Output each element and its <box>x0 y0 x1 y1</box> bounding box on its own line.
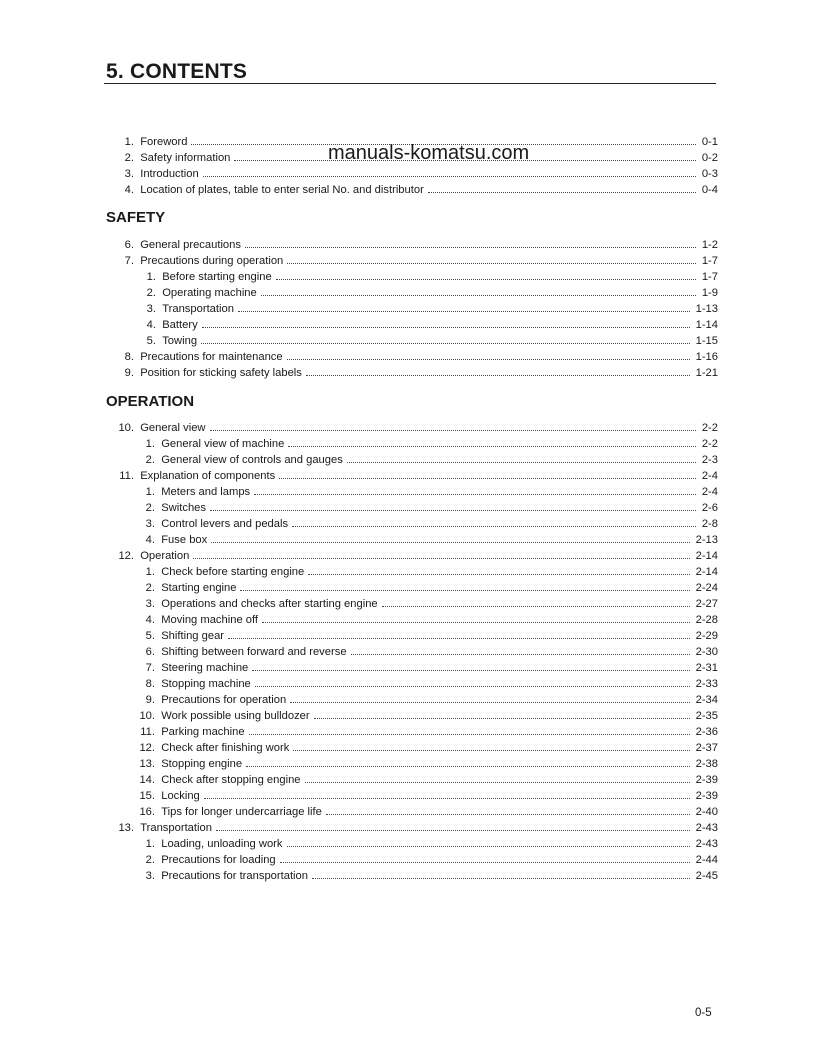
section-heading-operation: OPERATION <box>106 393 195 410</box>
toc-entry-number: 9. <box>145 694 155 706</box>
toc-entry <box>106 251 718 267</box>
toc-entry-number: 3. <box>146 303 156 315</box>
toc-entry-page: 1-14 <box>695 319 718 331</box>
toc-entry-page: 1-16 <box>695 351 718 363</box>
toc-entry-number: 6. <box>145 646 155 658</box>
toc-entry-number: 9. <box>124 367 134 379</box>
toc-entry <box>106 610 718 626</box>
toc-operation-list <box>106 418 718 882</box>
toc-entry-page: 2-34 <box>695 694 718 706</box>
section-heading-safety: SAFETY <box>106 209 166 226</box>
toc-entry-page: 1-21 <box>695 367 718 379</box>
toc-entry-page: 2-39 <box>695 790 718 802</box>
toc-entry <box>106 235 718 251</box>
toc-entry-title: Towing <box>156 335 198 347</box>
toc-entry-title: Operations and checks after starting engine <box>155 598 378 610</box>
toc-entry-number: 3. <box>145 598 155 610</box>
toc-entry-title: Location of plates, table to enter serial No. and distributor <box>134 184 424 196</box>
toc-entry-page: 2-2 <box>701 422 718 434</box>
toc-entry-page: 2-4 <box>701 486 718 498</box>
toc-entry <box>106 315 718 331</box>
toc-entry-title: General precautions <box>134 239 241 251</box>
toc-entry-page: 2-14 <box>695 566 718 578</box>
toc-entry-page: 0-3 <box>701 168 718 180</box>
toc-entry-page: 2-3 <box>701 454 718 466</box>
toc-dot-leader <box>252 658 689 671</box>
page-number: 0-5 <box>695 1007 712 1019</box>
toc-entry-title: Battery <box>156 319 198 331</box>
toc-entry-number: 4. <box>145 614 155 626</box>
toc-dot-leader <box>201 331 690 344</box>
toc-dot-leader <box>288 434 695 447</box>
toc-entry-page: 1-13 <box>695 303 718 315</box>
toc-entry-page: 2-43 <box>695 822 718 834</box>
toc-entry-title: Precautions for transportation <box>155 870 308 882</box>
toc-entry-number: 4. <box>124 184 134 196</box>
toc-dot-leader <box>245 235 696 248</box>
toc-dot-leader <box>351 642 690 655</box>
toc-entry <box>106 498 718 514</box>
toc-entry-number: 5. <box>146 335 156 347</box>
toc-dot-leader <box>254 482 696 495</box>
toc-entry-page: 1-7 <box>701 271 718 283</box>
toc-entry <box>106 834 718 850</box>
toc-entry-number: 2. <box>145 854 155 866</box>
toc-entry-number: 1. <box>124 136 134 148</box>
toc-entry <box>106 530 718 546</box>
toc-entry-number: 8. <box>145 678 155 690</box>
toc-entry-page: 2-31 <box>695 662 718 674</box>
toc-entry <box>106 299 718 315</box>
toc-entry-page: 1-15 <box>695 335 718 347</box>
toc-entry-title: General view <box>134 422 206 434</box>
toc-entry-number: 7. <box>145 662 155 674</box>
toc-entry-number: 3. <box>145 870 155 882</box>
toc-entry-title: Shifting gear <box>155 630 225 642</box>
toc-dot-leader <box>279 466 696 479</box>
toc-dot-leader <box>287 251 696 264</box>
toc-dot-leader <box>308 562 689 575</box>
toc-entry-page: 2-40 <box>695 806 718 818</box>
toc-entry-page: 2-37 <box>695 742 718 754</box>
toc-entry-page: 0-2 <box>701 152 718 164</box>
toc-entry-page: 2-36 <box>695 726 718 738</box>
toc-entry-number: 5. <box>145 630 155 642</box>
toc-entry-title: Before starting engine <box>156 271 272 283</box>
toc-dot-leader <box>238 299 690 312</box>
toc-dot-leader <box>255 674 690 687</box>
toc-entry-title: Precautions for maintenance <box>134 351 283 363</box>
toc-entry-title: Safety information <box>134 152 231 164</box>
toc-safety-list <box>106 235 718 379</box>
toc-entry <box>106 594 718 610</box>
toc-dot-leader <box>240 578 689 591</box>
toc-entry-title: Stopping machine <box>155 678 251 690</box>
toc-entry-number: 2. <box>145 582 155 594</box>
toc-entry <box>106 562 718 578</box>
toc-entry-title: Tips for longer undercarriage life <box>155 806 322 818</box>
toc-dot-leader <box>249 722 690 735</box>
toc-dot-leader <box>210 498 696 511</box>
toc-dot-leader <box>210 418 696 431</box>
toc-entry-number: 7. <box>124 255 134 267</box>
toc-entry-title: Introduction <box>134 168 199 180</box>
toc-dot-leader <box>287 834 690 847</box>
toc-dot-leader <box>305 770 690 783</box>
toc-entry-title: Transportation <box>156 303 234 315</box>
page-title: 5. CONTENTS <box>106 60 248 83</box>
toc-entry-page: 2-29 <box>695 630 718 642</box>
toc-entry-number: 16. <box>139 806 155 818</box>
toc-dot-leader <box>280 850 690 863</box>
toc-entry <box>106 674 718 690</box>
toc-dot-leader <box>211 530 689 543</box>
toc-entry-number: 12. <box>118 550 134 562</box>
toc-entry <box>106 802 718 818</box>
toc-entry-page: 1-9 <box>701 287 718 299</box>
toc-dot-leader <box>228 626 690 639</box>
toc-dot-leader <box>292 514 696 527</box>
toc-entry-page: 2-35 <box>695 710 718 722</box>
toc-entry-title: Steering machine <box>155 662 249 674</box>
toc-entry-page: 2-30 <box>695 646 718 658</box>
toc-entry-page: 2-14 <box>695 550 718 562</box>
toc-entry-number: 11. <box>119 470 134 482</box>
toc-dot-leader <box>276 267 696 280</box>
toc-entry-title: General view of machine <box>155 438 285 450</box>
toc-entry-title: Operation <box>134 550 190 562</box>
toc-entry-number: 13. <box>139 758 155 770</box>
toc-dot-leader <box>382 594 690 607</box>
toc-entry <box>106 482 718 498</box>
toc-dot-leader <box>347 450 696 463</box>
toc-entry-number: 1. <box>145 438 155 450</box>
toc-entry <box>106 706 718 722</box>
toc-entry-page: 2-24 <box>695 582 718 594</box>
toc-dot-leader <box>293 738 689 751</box>
toc-entry-number: 1. <box>145 838 155 850</box>
toc-entry-page: 2-33 <box>695 678 718 690</box>
toc-entry <box>106 786 718 802</box>
toc-entry-title: Fuse box <box>155 534 208 546</box>
toc-entry-page: 1-7 <box>701 255 718 267</box>
toc-dot-leader <box>216 818 690 831</box>
toc-entry <box>106 546 718 562</box>
toc-entry-title: Explanation of components <box>134 470 276 482</box>
toc-entry-page: 2-45 <box>695 870 718 882</box>
toc-entry-page: 2-28 <box>695 614 718 626</box>
toc-entry-title: Transportation <box>134 822 212 834</box>
toc-entry <box>106 690 718 706</box>
watermark: manuals-komatsu.com <box>328 142 530 164</box>
toc-entry-title: Stopping engine <box>155 758 243 770</box>
toc-dot-leader <box>261 283 696 296</box>
toc-entry <box>106 642 718 658</box>
toc-entry-title: Check after finishing work <box>155 742 290 754</box>
toc-entry-number: 1. <box>146 271 156 283</box>
toc-entry-title: Meters and lamps <box>155 486 251 498</box>
toc-entry <box>106 850 718 866</box>
toc-entry-page: 0-4 <box>701 184 718 196</box>
toc-entry-number: 2. <box>145 502 155 514</box>
toc-entry-title: Operating machine <box>156 287 257 299</box>
toc-entry-number: 2. <box>145 454 155 466</box>
toc-entry-page: 1-2 <box>701 239 718 251</box>
toc-dot-leader <box>312 866 690 879</box>
toc-entry-number: 13. <box>118 822 134 834</box>
toc-dot-leader <box>262 610 690 623</box>
toc-entry-number: 3. <box>145 518 155 530</box>
toc-entry <box>106 164 718 180</box>
toc-entry <box>106 754 718 770</box>
toc-entry-title: Loading, unloading work <box>155 838 283 850</box>
toc-entry-title: Shifting between forward and reverse <box>155 646 347 658</box>
toc-entry-title: Position for sticking safety labels <box>134 367 302 379</box>
toc-entry-title: General view of controls and gauges <box>155 454 343 466</box>
toc-entry-number: 8. <box>124 351 134 363</box>
toc-entry <box>106 738 718 754</box>
toc-dot-leader <box>203 164 696 177</box>
toc-entry-number: 4. <box>146 319 156 331</box>
toc-entry-page: 2-38 <box>695 758 718 770</box>
toc-entry <box>106 331 718 347</box>
toc-entry-title: Foreword <box>134 136 188 148</box>
toc-dot-leader <box>314 706 690 719</box>
toc-entry <box>106 514 718 530</box>
toc-dot-leader <box>287 347 690 360</box>
toc-entry-page: 2-39 <box>695 774 718 786</box>
toc-dot-leader <box>204 786 690 799</box>
toc-entry <box>106 466 718 482</box>
toc-entry-title: Check before starting engine <box>155 566 305 578</box>
toc-entry-page: 2-13 <box>695 534 718 546</box>
toc-entry-title: Switches <box>155 502 206 514</box>
toc-entry-title: Check after stopping engine <box>155 774 301 786</box>
toc-entry-number: 10. <box>118 422 134 434</box>
toc-entry <box>106 180 718 196</box>
toc-entry <box>106 347 718 363</box>
toc-entry-page: 2-2 <box>701 438 718 450</box>
toc-entry-page: 0-1 <box>701 136 718 148</box>
toc-entry-page: 2-27 <box>695 598 718 610</box>
toc-dot-leader <box>193 546 689 559</box>
toc-entry-page: 2-8 <box>701 518 718 530</box>
toc-entry-page: 2-44 <box>695 854 718 866</box>
toc-dot-leader <box>246 754 690 767</box>
toc-entry <box>106 658 718 674</box>
toc-entry <box>106 418 718 434</box>
toc-entry <box>106 770 718 786</box>
toc-entry-number: 2. <box>146 287 156 299</box>
toc-entry <box>106 578 718 594</box>
toc-entry <box>106 283 718 299</box>
toc-entry-number: 2. <box>124 152 134 164</box>
toc-entry-title: Locking <box>155 790 200 802</box>
toc-entry-number: 14. <box>139 774 155 786</box>
toc-entry-title: Parking machine <box>155 726 245 738</box>
toc-entry-number: 1. <box>145 566 155 578</box>
toc-entry <box>106 626 718 642</box>
toc-entry-page: 2-6 <box>701 502 718 514</box>
toc-dot-leader <box>428 180 696 193</box>
toc-entry-number: 11. <box>140 726 155 738</box>
toc-entry <box>106 267 718 283</box>
toc-entry-number: 1. <box>145 486 155 498</box>
toc-entry-number: 4. <box>145 534 155 546</box>
toc-entry-number: 12. <box>139 742 155 754</box>
toc-dot-leader <box>306 363 690 376</box>
toc-entry <box>106 722 718 738</box>
toc-dot-leader <box>326 802 690 815</box>
toc-entry <box>106 866 718 882</box>
toc-entry-title: Precautions for loading <box>155 854 276 866</box>
toc-entry <box>106 450 718 466</box>
toc-entry-title: Starting engine <box>155 582 237 594</box>
toc-entry <box>106 363 718 379</box>
toc-entry <box>106 818 718 834</box>
toc-entry-number: 3. <box>124 168 134 180</box>
toc-entry-number: 15. <box>139 790 155 802</box>
title-rule <box>104 83 716 84</box>
toc-entry-title: Moving machine off <box>155 614 259 626</box>
toc-dot-leader <box>290 690 689 703</box>
toc-entry-page: 2-43 <box>695 838 718 850</box>
toc-entry-number: 6. <box>124 239 134 251</box>
toc-entry <box>106 434 718 450</box>
toc-entry-title: Control levers and pedals <box>155 518 289 530</box>
toc-entry-title: Work possible using bulldozer <box>155 710 310 722</box>
toc-entry-number: 10. <box>139 710 155 722</box>
toc-entry-page: 2-4 <box>701 470 718 482</box>
toc-entry-title: Precautions for operation <box>155 694 287 706</box>
toc-entry-title: Precautions during operation <box>134 255 284 267</box>
toc-dot-leader <box>202 315 690 328</box>
